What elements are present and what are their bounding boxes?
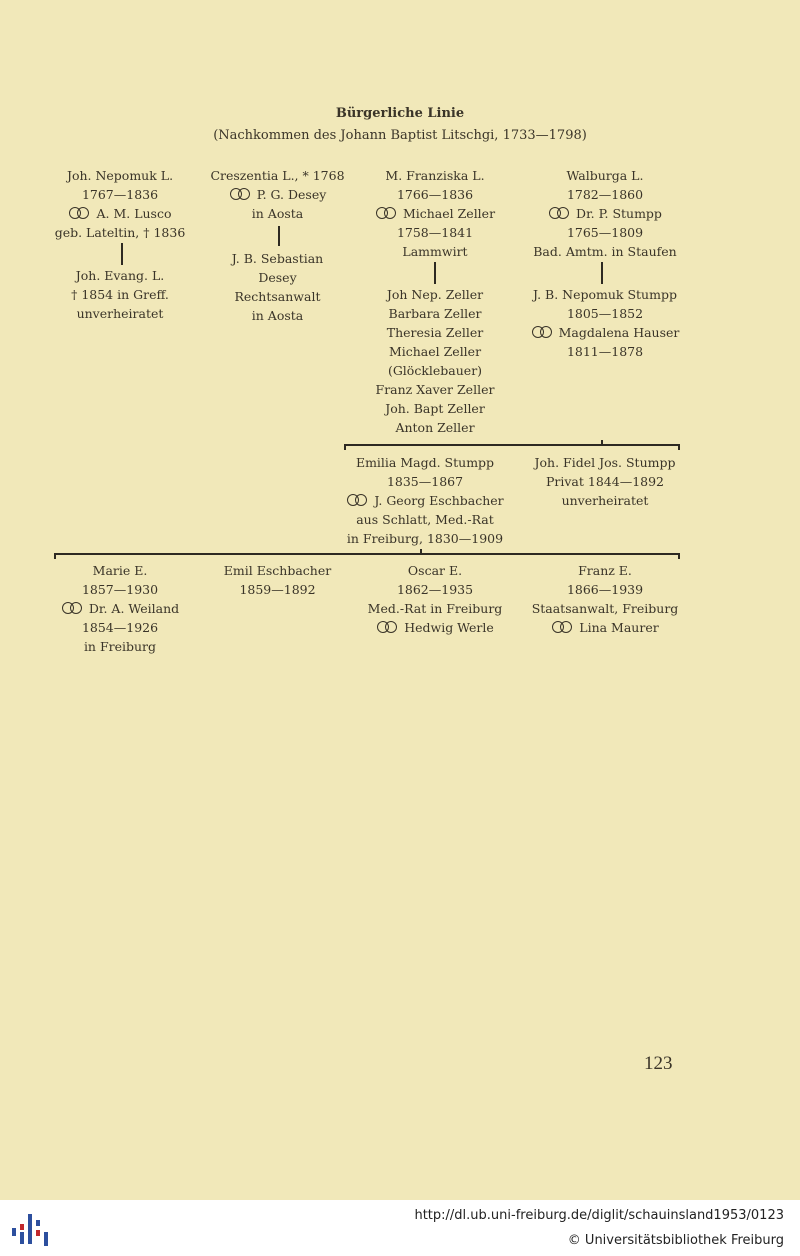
genealogy-text: Creszentia L., * 1768 [210,168,345,183]
connector-line [121,243,123,265]
genealogy-line [515,599,695,618]
genealogy-text: Franz Xaver Zeller [375,382,495,397]
genealogy-line [40,166,200,185]
genealogy-line [200,561,355,580]
marriage-rings-icon [229,188,253,200]
genealogy-line [40,223,200,242]
genealogy-line [355,285,515,304]
genealogy-text: 1854—1926 [81,620,159,635]
genealogy-text: in Aosta [251,206,304,221]
genealogy-line [355,342,515,361]
genealogy-text: Joh Nep. Zeller [386,287,484,302]
genealogy-text: Med.-Rat in Freiburg [367,601,503,616]
genealogy-line [200,287,355,306]
genealogy-text: A. M. Lusco [96,206,172,221]
genealogy-text: 1805—1852 [566,306,644,321]
genealogy-text: Emil Eschbacher [223,563,332,578]
genealogy-text: 1811—1878 [566,344,644,359]
genealogy-line [335,491,515,510]
genealogy-text: unverheiratet [76,306,164,321]
genealogy-text: P. G. Desey [256,187,327,202]
genealogy-text: Emilia Magd. Stumpp [355,455,495,470]
genealogy-line [40,599,200,618]
genealogy-text: J. B. Sebastian [231,251,324,266]
person-block-walburga [515,166,695,261]
genealogy-text: Anton Zeller [395,420,475,435]
person-block-nepomuk-stumpp [515,285,695,361]
person-block-fidel-stumpp [515,453,695,510]
bracket-line [344,444,680,446]
genealogy-line [515,166,695,185]
genealogy-line [355,561,515,580]
genealogy-text: Dr. P. Stumpp [576,206,662,221]
genealogy-text: 1859—1892 [239,582,316,597]
genealogy-text: Dr. A. Weiland [88,601,180,616]
person-block-emil [200,561,355,599]
genealogy-line [40,204,200,223]
genealogy-text: 1766—1836 [396,187,474,202]
genealogy-text: aus Schlatt, Med.-Rat [356,512,494,527]
genealogy-line [515,618,695,637]
genealogy-text: Joh. Bapt Zeller [385,401,485,416]
genealogy-text: in Freiburg [83,639,157,654]
genealogy-line [355,304,515,323]
genealogy-text: in Aosta [251,308,304,323]
genealogy-line [355,223,515,242]
genealogy-line [515,342,695,361]
genealogy-text: 1866—1939 [566,582,644,597]
genealogy-text: Oscar E. [407,563,463,578]
genealogy-line [40,285,200,304]
person-block-emilia [335,453,515,548]
genealogy-text: 1782—1860 [566,187,644,202]
genealogy-text: Walburga L. [566,168,644,183]
genealogy-line [355,418,515,437]
genealogy-line [515,472,695,491]
genealogy-text: Staatsanwalt, Freiburg [531,601,679,616]
page-title: Bürgerliche Linie [335,106,465,121]
genealogy-line [335,510,515,529]
genealogy-line [355,380,515,399]
genealogy-text: Theresia Zeller [386,325,484,340]
marriage-rings-icon [551,621,575,633]
source-url-link[interactable]: http://dl.ub.uni-freiburg.de/diglit/schauinsland1953/0123 [414,1208,784,1223]
genealogy-text: Joh. Fidel Jos. Stumpp [534,455,676,470]
genealogy-line [355,185,515,204]
genealogy-text: Michael Zeller [402,206,496,221]
genealogy-line [515,223,695,242]
genealogy-line [355,399,515,418]
genealogy-line [200,204,355,223]
genealogy-line [515,242,695,261]
person-block-marie [40,561,200,656]
genealogy-line [200,166,355,185]
genealogy-text: Lina Maurer [579,620,659,635]
genealogy-line [515,491,695,510]
copyright-text: © Universitätsbibliothek Freiburg [567,1233,784,1248]
genealogy-line [355,618,515,637]
genealogy-line [40,637,200,656]
genealogy-line [355,204,515,223]
marriage-rings-icon [68,207,92,219]
genealogy-line [515,185,695,204]
genealogy-line [200,306,355,325]
genealogy-text: unverheiratet [561,493,649,508]
genealogy-line [40,580,200,599]
connector-line [278,226,280,246]
person-block-joh-evang [40,266,200,323]
genealogy-text: Joh. Evang. L. [75,268,165,283]
person-block-oscar [355,561,515,637]
genealogy-line [40,304,200,323]
genealogy-line [355,361,515,380]
genealogy-text: Desey [258,270,297,285]
genealogy-text: (Glöcklebauer) [387,363,483,378]
person-block-creszentia [200,166,355,223]
genealogy-line [355,580,515,599]
connector-line [434,262,436,284]
connector-line [601,262,603,284]
bracket-line [54,553,680,555]
person-block-joh-nepomuk [40,166,200,242]
genealogy-line [355,599,515,618]
genealogy-text: geb. Lateltin, † 1836 [54,225,186,240]
genealogy-text: Marie E. [92,563,148,578]
genealogy-text: Barbara Zeller [388,306,482,321]
genealogy-line [40,185,200,204]
marriage-rings-icon [375,207,399,219]
genealogy-line [335,453,515,472]
genealogy-line [515,580,695,599]
genealogy-text: 1835—1867 [386,474,464,489]
footer-bar [0,1200,800,1256]
genealogy-text: M. Franziska L. [385,168,485,183]
library-logo-icon [10,1210,54,1250]
genealogy-line [40,618,200,637]
genealogy-line [40,561,200,580]
genealogy-line [335,529,515,548]
genealogy-text: in Freiburg, 1830—1909 [346,531,504,546]
genealogy-text: 1765—1809 [566,225,644,240]
genealogy-line [200,580,355,599]
genealogy-line [515,453,695,472]
genealogy-line [515,323,695,342]
genealogy-line [40,266,200,285]
genealogy-text: † 1854 in Greff. [71,287,169,302]
genealogy-line [200,249,355,268]
person-block-franz [515,561,695,637]
genealogy-text: Hedwig Werle [404,620,494,635]
genealogy-text: 1767—1836 [81,187,159,202]
person-block-franziska [355,166,515,261]
person-block-sebastian-desey [200,249,355,325]
genealogy-line [515,204,695,223]
genealogy-text: Michael Zeller [388,344,482,359]
genealogy-line [515,561,695,580]
marriage-rings-icon [531,326,555,338]
genealogy-text: Lammwirt [402,244,468,259]
genealogy-text: Bad. Amtm. in Staufen [533,244,677,259]
genealogy-line [200,185,355,204]
genealogy-line [355,242,515,261]
genealogy-line [515,285,695,304]
genealogy-text: 1758—1841 [396,225,474,240]
genealogy-text: J. B. Nepomuk Stumpp [533,287,677,302]
genealogy-line [355,166,515,185]
marriage-rings-icon [61,602,85,614]
page-number: 123 [644,1053,673,1074]
genealogy-text: Joh. Nepomuk L. [66,168,174,183]
children-zeller [355,285,515,437]
genealogy-text: 1857—1930 [81,582,159,597]
marriage-rings-icon [346,494,370,506]
genealogy-text: Franz E. [578,563,632,578]
genealogy-line [335,472,515,491]
marriage-rings-icon [376,621,400,633]
genealogy-line [355,323,515,342]
genealogy-text: 1862—1935 [396,582,474,597]
page-subtitle: (Nachkommen des Johann Baptist Litschgi, 1733—1798) [213,128,587,143]
genealogy-text: J. Georg Eschbacher [374,493,504,508]
genealogy-text: Privat 1844—1892 [545,474,665,489]
genealogy-line [200,268,355,287]
genealogy-line [515,304,695,323]
genealogy-text: Magdalena Hauser [558,325,680,340]
genealogy-text: Rechtsanwalt [234,289,321,304]
marriage-rings-icon [548,207,572,219]
